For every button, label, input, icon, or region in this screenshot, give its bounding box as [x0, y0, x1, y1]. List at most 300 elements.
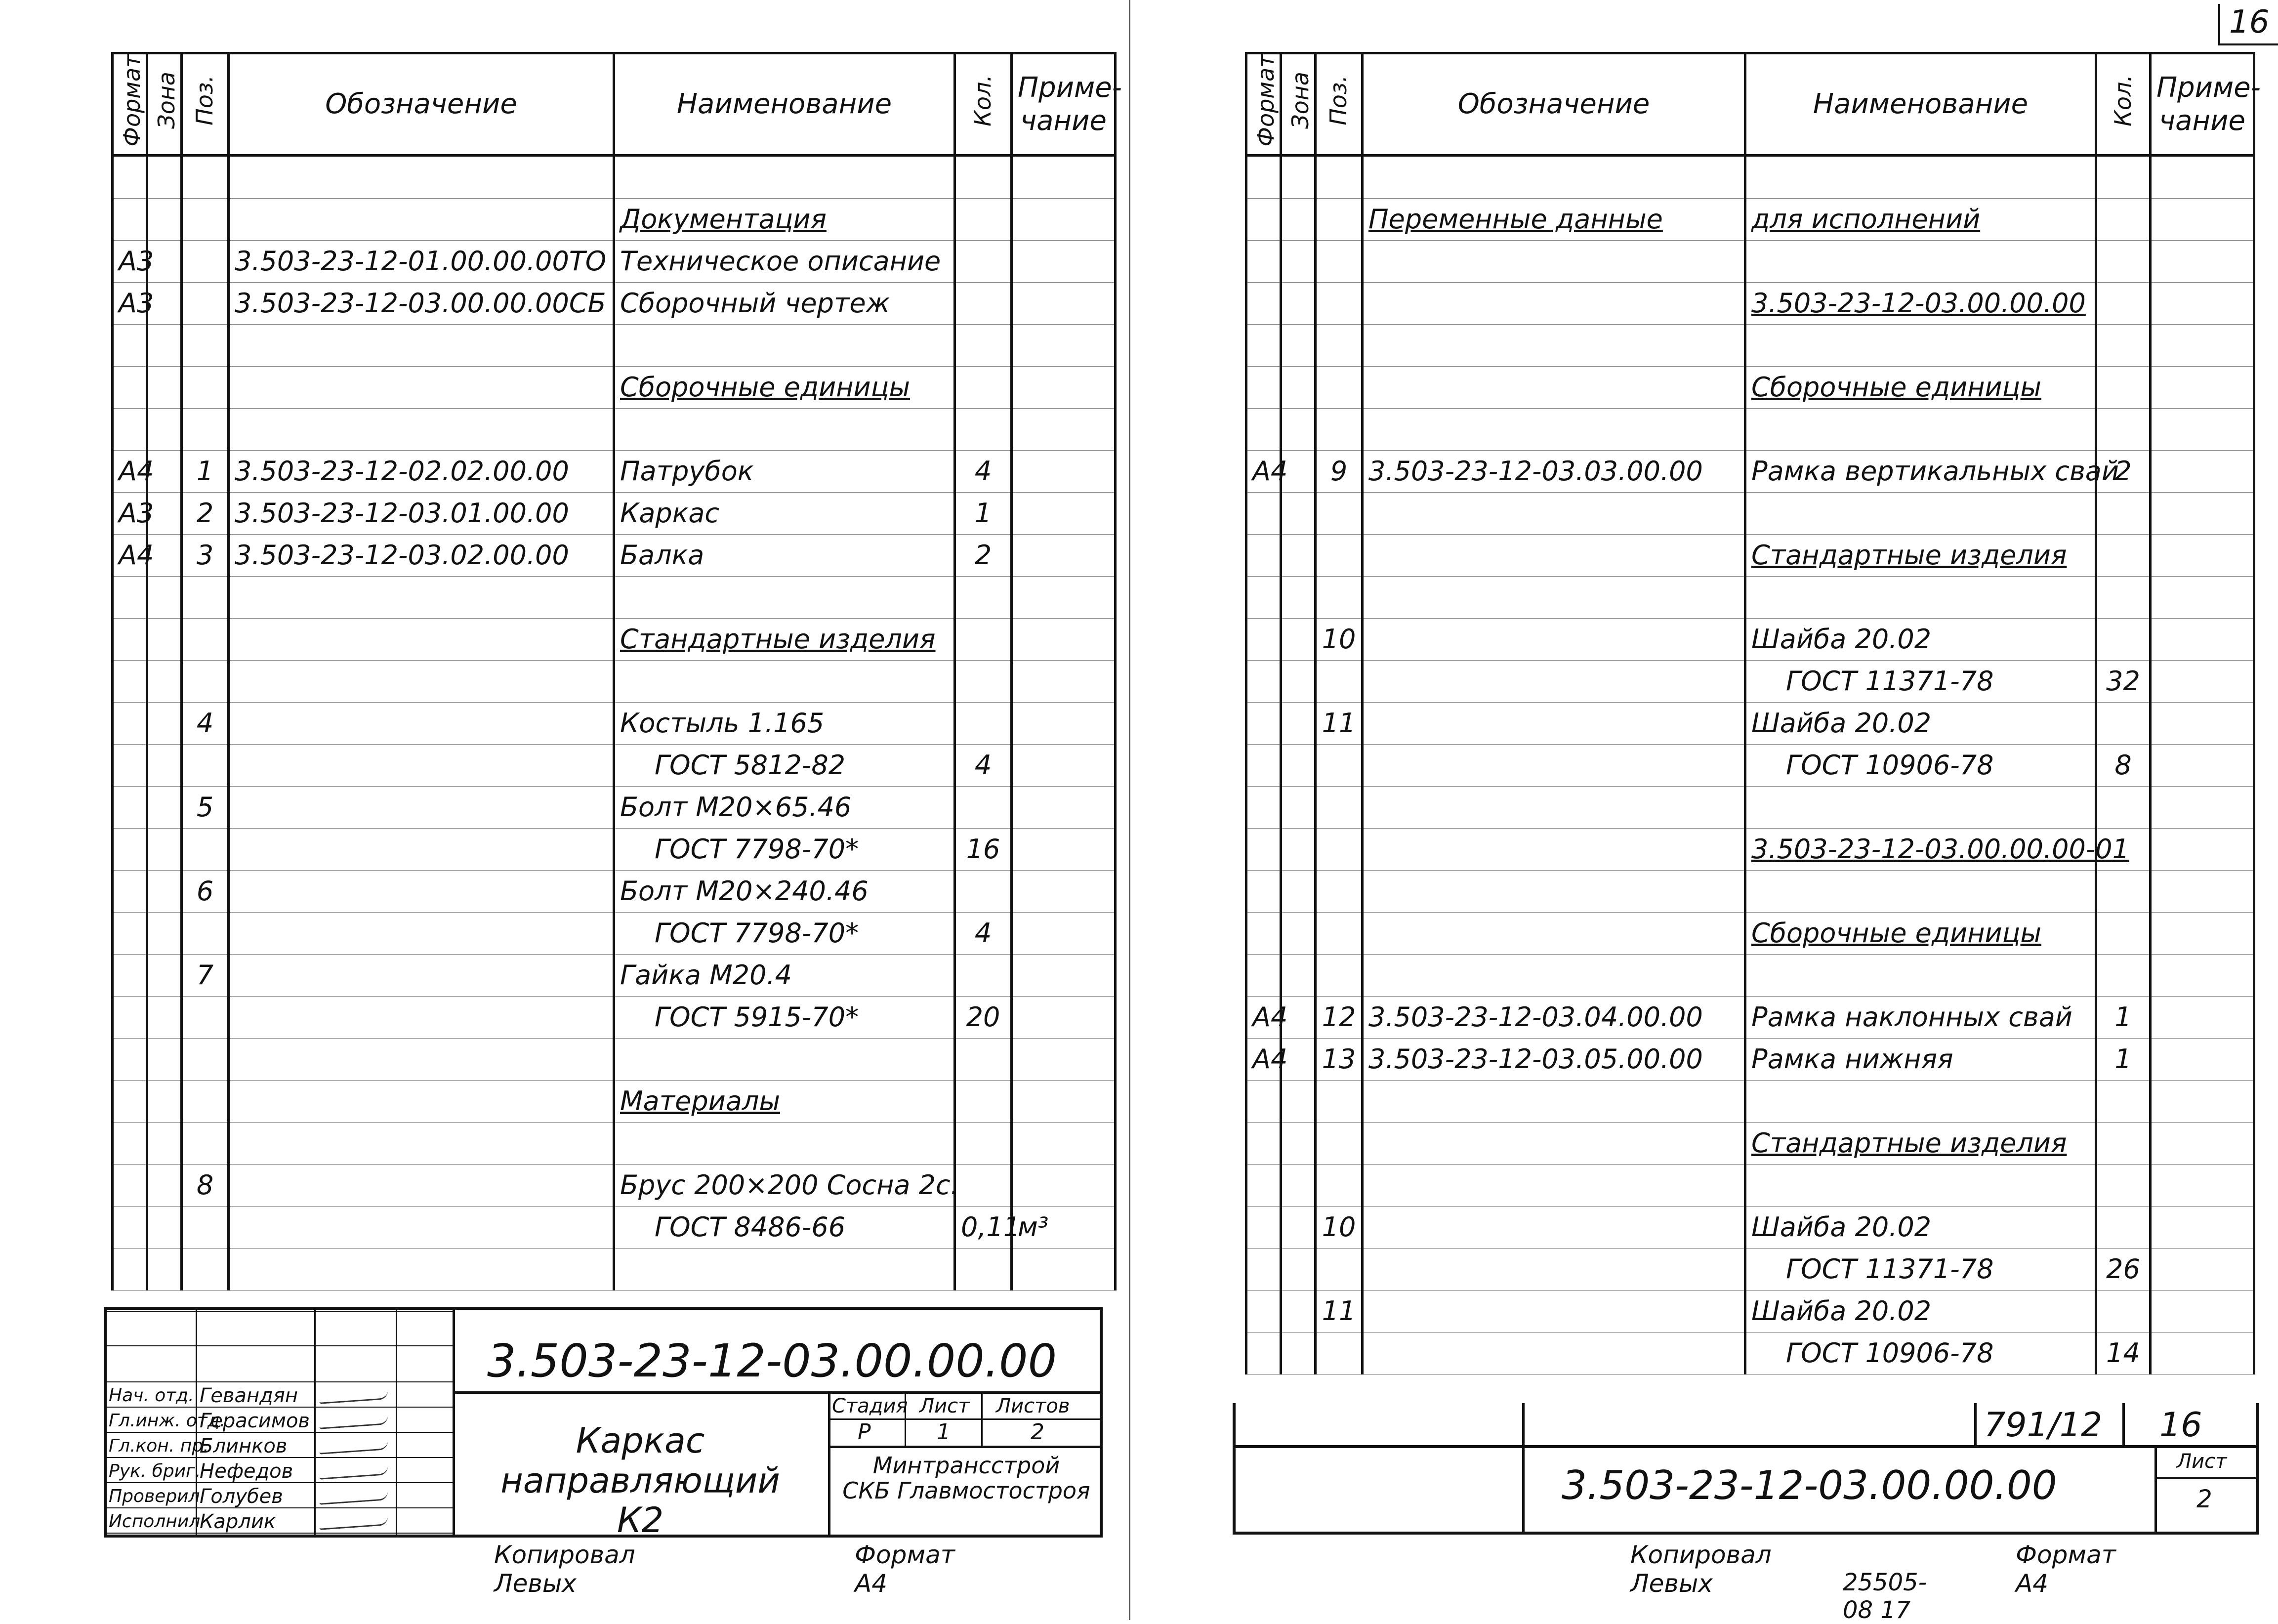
cell-name: [1745, 954, 2096, 996]
cell-name: [1745, 786, 2096, 828]
cell-name: Болт М20×240.46: [614, 870, 955, 912]
cell-note: [2151, 1290, 2254, 1332]
table-row: [1246, 786, 2254, 828]
left-title-name: [453, 1421, 828, 1541]
cell-format: [1246, 576, 1281, 618]
cell-pos: [1316, 954, 1363, 996]
cell-format: [1246, 408, 1281, 450]
cell-designation: [1363, 954, 1745, 996]
cell-qty: [2096, 155, 2151, 198]
cell-note: [2151, 1248, 2254, 1290]
cell-format: А4: [113, 450, 147, 492]
cell-format: [1246, 744, 1281, 786]
cell-note: м³: [1012, 1206, 1116, 1248]
cell-format: [1246, 282, 1281, 324]
cell-name: [1745, 1080, 2096, 1122]
cell-qty: [2096, 954, 2151, 996]
cell-name: Шайба 20.02: [1745, 1206, 2096, 1248]
right-copied-by: Копировал Левых: [1630, 1541, 1772, 1598]
cell-designation: [229, 912, 614, 954]
cell-qty: [955, 786, 1012, 828]
cell-pos: 7: [182, 954, 229, 996]
sheets-value: 2: [1031, 1419, 1044, 1445]
cell-note: [2151, 786, 2254, 828]
header-name: Наименование: [614, 53, 955, 156]
cell-zone: [1281, 1206, 1316, 1248]
right-sheet-label: Лист: [2177, 1450, 2227, 1473]
cell-designation: [1363, 155, 1745, 198]
table-row: [113, 1080, 1116, 1122]
cell-name: ГОСТ 7798-70*: [614, 912, 955, 954]
cell-zone: [1281, 744, 1316, 786]
cell-pos: [1316, 324, 1363, 366]
cell-format: [1246, 1290, 1281, 1332]
header-qty: Кол.: [955, 53, 1012, 156]
cell-zone: [1281, 198, 1316, 240]
table-row: [1246, 576, 2254, 618]
cell-qty: [955, 954, 1012, 996]
cell-qty: [2096, 366, 2151, 408]
person-name: Нефедов: [200, 1460, 293, 1483]
cell-zone: [1281, 1164, 1316, 1206]
table-row: [1246, 324, 2254, 366]
cell-zone: [1281, 828, 1316, 870]
table-row: [113, 618, 1116, 660]
role-label: Исполнил: [109, 1511, 201, 1532]
cell-name: Сборочный чертеж: [614, 282, 955, 324]
cell-pos: [1316, 408, 1363, 450]
cell-pos: [182, 996, 229, 1038]
table-row: [1246, 155, 2254, 198]
cell-format: [1246, 870, 1281, 912]
cell-zone: [1281, 1248, 1316, 1290]
cell-name: Сборочные единицы: [614, 366, 955, 408]
cell-designation: [229, 408, 614, 450]
table-row: [1246, 450, 2254, 492]
cell-designation: [229, 324, 614, 366]
cell-designation: [1363, 828, 1745, 870]
cell-pos: [1316, 786, 1363, 828]
cell-note: [2151, 870, 2254, 912]
table-row: [1246, 240, 2254, 282]
table-row: [113, 828, 1116, 870]
table-row: [113, 912, 1116, 954]
cell-qty: [2096, 1080, 2151, 1122]
cell-note: [2151, 324, 2254, 366]
cell-designation: 3.503-23-12-01.00.00.00ТО: [229, 240, 614, 282]
cell-name: ГОСТ 10906-78: [1745, 744, 2096, 786]
table-row: [113, 450, 1116, 492]
cell-designation: [1363, 618, 1745, 660]
cell-format: [1246, 1332, 1281, 1374]
cell-qty: [2096, 282, 2151, 324]
cell-zone: [147, 828, 182, 870]
cell-qty: [2096, 492, 2151, 534]
cell-format: [1246, 828, 1281, 870]
cell-pos: [182, 408, 229, 450]
cell-note: [2151, 366, 2254, 408]
cell-qty: [955, 660, 1012, 702]
cell-pos: [1316, 912, 1363, 954]
cell-note: [2151, 660, 2254, 702]
cell-note: [2151, 492, 2254, 534]
cell-note: [1012, 408, 1116, 450]
cell-format: [1246, 198, 1281, 240]
cell-name: [1745, 492, 2096, 534]
table-row: [1246, 1248, 2254, 1290]
cell-name: ГОСТ 5915-70*: [614, 996, 955, 1038]
cell-designation: [229, 1206, 614, 1248]
cell-pos: 10: [1316, 618, 1363, 660]
cell-qty: 8: [2096, 744, 2151, 786]
cell-designation: [229, 1122, 614, 1164]
cell-format: А3: [113, 240, 147, 282]
cell-format: [1246, 702, 1281, 744]
cell-pos: [1316, 828, 1363, 870]
cell-name: ГОСТ 10906-78: [1745, 1332, 2096, 1374]
table-row: [1246, 1038, 2254, 1080]
cell-qty: [955, 1164, 1012, 1206]
cell-note: [1012, 240, 1116, 282]
cell-note: [2151, 996, 2254, 1038]
cell-format: [1246, 324, 1281, 366]
cell-name: [1745, 240, 2096, 282]
cell-note: [2151, 450, 2254, 492]
table-row: [113, 1248, 1116, 1290]
cell-format: [1246, 618, 1281, 660]
table-row: [1246, 534, 2254, 576]
cell-note: [2151, 1206, 2254, 1248]
cell-qty: [955, 1122, 1012, 1164]
stage-label: Стадия: [832, 1395, 908, 1417]
header-format: Формат: [113, 53, 147, 156]
table-row: [113, 240, 1116, 282]
cell-name: Рамка вертикальных свай: [1745, 450, 2096, 492]
cell-note: [1012, 1080, 1116, 1122]
cell-pos: [182, 744, 229, 786]
cell-format: [113, 366, 147, 408]
person-name: Голубев: [200, 1485, 283, 1508]
cell-name: Сборочные единицы: [1745, 912, 2096, 954]
cell-pos: 11: [1316, 1290, 1363, 1332]
cell-pos: [1316, 492, 1363, 534]
left-format: Формат А4: [855, 1541, 955, 1598]
cell-zone: [147, 744, 182, 786]
cell-pos: [1316, 240, 1363, 282]
cell-pos: [1316, 534, 1363, 576]
cell-pos: [182, 366, 229, 408]
table-row: [1246, 996, 2254, 1038]
table-row: [113, 1206, 1116, 1248]
cell-designation: [1363, 870, 1745, 912]
table-row: [113, 408, 1116, 450]
cell-designation: [1363, 534, 1745, 576]
cell-designation: [1363, 1290, 1745, 1332]
corner-page-number: 16: [2218, 4, 2278, 45]
cell-zone: [147, 576, 182, 618]
cell-note: [2151, 954, 2254, 996]
cell-designation: 3.503-23-12-03.00.00.00СБ: [229, 282, 614, 324]
cell-designation: 3.503-23-12-03.01.00.00: [229, 492, 614, 534]
cell-qty: 4: [955, 912, 1012, 954]
cell-format: А4: [1246, 450, 1281, 492]
cell-designation: [229, 702, 614, 744]
cell-zone: [1281, 702, 1316, 744]
cell-pos: [1316, 1164, 1363, 1206]
cell-name: 3.503-23-12-03.00.00.00: [1745, 282, 2096, 324]
cell-qty: [2096, 1122, 2151, 1164]
cell-note: [1012, 324, 1116, 366]
cell-zone: [1281, 492, 1316, 534]
cell-qty: [955, 1248, 1012, 1290]
right-title-block: [1233, 1403, 2259, 1535]
cell-qty: [2096, 870, 2151, 912]
cell-qty: 16: [955, 828, 1012, 870]
right-title-code: 3.503-23-12-03.00.00.00: [1562, 1462, 2057, 1508]
cell-zone: [147, 786, 182, 828]
cell-pos: [182, 618, 229, 660]
cell-pos: [1316, 1080, 1363, 1122]
cell-format: [113, 1080, 147, 1122]
cell-pos: 10: [1316, 1206, 1363, 1248]
table-row: [113, 534, 1116, 576]
cell-format: [113, 660, 147, 702]
cell-pos: 5: [182, 786, 229, 828]
cell-name: Шайба 20.02: [1745, 702, 2096, 744]
cell-format: [113, 1038, 147, 1080]
org-block: [833, 1453, 1100, 1503]
cell-pos: [182, 324, 229, 366]
table-row: [1246, 870, 2254, 912]
cell-format: [113, 576, 147, 618]
cell-qty: [2096, 240, 2151, 282]
cell-zone: [1281, 1332, 1316, 1374]
cell-format: [113, 786, 147, 828]
cell-note: [1012, 1248, 1116, 1290]
table-row: [1246, 702, 2254, 744]
cell-pos: [1316, 155, 1363, 198]
cell-zone: [147, 1080, 182, 1122]
cell-note: [1012, 198, 1116, 240]
cell-zone: [1281, 1080, 1316, 1122]
cell-designation: [1363, 1248, 1745, 1290]
cell-name: Рамка нижняя: [1745, 1038, 2096, 1080]
person-name: Блинков: [200, 1435, 288, 1457]
table-row: [1246, 1206, 2254, 1248]
cell-note: [1012, 954, 1116, 996]
cell-designation: [1363, 1332, 1745, 1374]
cell-pos: 12: [1316, 996, 1363, 1038]
cell-format: [113, 155, 147, 198]
cell-note: [1012, 155, 1116, 198]
cell-designation: [229, 155, 614, 198]
cell-designation: [1363, 660, 1745, 702]
archive-number: 25505-08 17: [1843, 1569, 1927, 1624]
table-row: [1246, 618, 2254, 660]
cell-qty: [955, 155, 1012, 198]
table-row: [1246, 198, 2254, 240]
cell-format: [113, 198, 147, 240]
table-row: [113, 282, 1116, 324]
cell-name: Костыль 1.165: [614, 702, 955, 744]
cell-note: [1012, 366, 1116, 408]
cell-zone: [1281, 366, 1316, 408]
signature-scribble: [319, 1390, 389, 1404]
cell-qty: [955, 366, 1012, 408]
cell-qty: [955, 198, 1012, 240]
cell-designation: [229, 870, 614, 912]
cell-note: [1012, 1122, 1116, 1164]
cell-qty: [955, 618, 1012, 660]
page-fold-line: [1129, 0, 1130, 1620]
cell-pos: [1316, 1332, 1363, 1374]
cell-format: [1246, 1248, 1281, 1290]
cell-name: Стандартные изделия: [1745, 534, 2096, 576]
cell-name: Стандартные изделия: [1745, 1122, 2096, 1164]
cell-designation: [1363, 1080, 1745, 1122]
cell-format: [1246, 660, 1281, 702]
cell-name: Техническое описание: [614, 240, 955, 282]
cell-designation: 3.503-23-12-03.02.00.00: [229, 534, 614, 576]
cell-note: [2151, 240, 2254, 282]
cell-pos: [1316, 1122, 1363, 1164]
cell-format: А4: [1246, 996, 1281, 1038]
cell-qty: [2096, 534, 2151, 576]
cell-zone: [147, 1248, 182, 1290]
cell-format: [113, 324, 147, 366]
cell-note: [2151, 1332, 2254, 1374]
cell-qty: 4: [955, 744, 1012, 786]
cell-pos: [182, 1122, 229, 1164]
cell-zone: [1281, 618, 1316, 660]
cell-format: [1246, 1164, 1281, 1206]
role-label: Нач. отд.: [109, 1385, 194, 1406]
cell-pos: [1316, 1248, 1363, 1290]
cell-name: [614, 324, 955, 366]
cell-note: [1012, 828, 1116, 870]
cell-note: [2151, 744, 2254, 786]
cell-note: [2151, 576, 2254, 618]
cell-zone: [147, 1122, 182, 1164]
cell-qty: [955, 576, 1012, 618]
cell-qty: 0,11: [955, 1206, 1012, 1248]
cell-name: ГОСТ 11371-78: [1745, 1248, 2096, 1290]
header-note: Приме- чание: [1012, 53, 1116, 156]
cell-name: [614, 155, 955, 198]
cell-format: [113, 1248, 147, 1290]
cell-qty: [955, 240, 1012, 282]
cell-designation: [1363, 1122, 1745, 1164]
cell-zone: [1281, 534, 1316, 576]
cell-format: [113, 1164, 147, 1206]
header-designation: Обозначение: [1363, 53, 1745, 156]
cell-pos: [182, 576, 229, 618]
table-row: [113, 155, 1116, 198]
cell-pos: [182, 198, 229, 240]
table-row: [113, 870, 1116, 912]
cell-format: А3: [113, 492, 147, 534]
person-name: Карлик: [200, 1510, 276, 1533]
right-sheet-value: 2: [2196, 1485, 2212, 1513]
left-title-block: [104, 1307, 1103, 1541]
table-row: [1246, 954, 2254, 996]
cell-designation: [229, 366, 614, 408]
cell-pos: 1: [182, 450, 229, 492]
cell-qty: [2096, 786, 2151, 828]
cell-zone: [147, 1038, 182, 1080]
cell-designation: [229, 996, 614, 1038]
header-format: Формат: [1246, 53, 1281, 156]
cell-name: ГОСТ 7798-70*: [614, 828, 955, 870]
cell-zone: [1281, 954, 1316, 996]
cell-name: для исполнений: [1745, 198, 2096, 240]
cell-designation: [1363, 702, 1745, 744]
cell-name: [614, 1248, 955, 1290]
cell-note: [2151, 828, 2254, 870]
cell-zone: [1281, 240, 1316, 282]
cell-format: [1246, 155, 1281, 198]
org-line2: СКБ Главмостостроя: [842, 1477, 1090, 1504]
cell-format: [113, 744, 147, 786]
table-row: [1246, 660, 2254, 702]
cell-qty: [2096, 324, 2151, 366]
cell-zone: [1281, 576, 1316, 618]
cell-designation: [229, 1080, 614, 1122]
cell-format: [113, 702, 147, 744]
cell-name: [614, 1038, 955, 1080]
cell-qty: [955, 870, 1012, 912]
cell-qty: [2096, 1290, 2151, 1332]
cell-pos: [182, 155, 229, 198]
table-row: [113, 492, 1116, 534]
cell-designation: [229, 576, 614, 618]
cell-pos: 9: [1316, 450, 1363, 492]
cell-qty: [2096, 408, 2151, 450]
cell-pos: 6: [182, 870, 229, 912]
cell-name: Документация: [614, 198, 955, 240]
cell-qty: 32: [2096, 660, 2151, 702]
cell-qty: [955, 408, 1012, 450]
cell-note: [1012, 618, 1116, 660]
cell-note: [2151, 912, 2254, 954]
cell-qty: 1: [2096, 1038, 2151, 1080]
cell-qty: [2096, 1206, 2151, 1248]
table-row: [113, 324, 1116, 366]
cell-zone: [1281, 324, 1316, 366]
cell-name: [614, 1122, 955, 1164]
cell-format: [113, 870, 147, 912]
cell-name: [1745, 870, 2096, 912]
table-row: [113, 786, 1116, 828]
cell-pos: [1316, 576, 1363, 618]
cell-pos: [1316, 282, 1363, 324]
sheet-label: Лист: [919, 1395, 970, 1417]
header-name: Наименование: [1745, 53, 2096, 156]
table-row: [113, 1038, 1116, 1080]
cell-pos: [1316, 366, 1363, 408]
cell-name: Сборочные единицы: [1745, 366, 2096, 408]
cell-format: [113, 1206, 147, 1248]
cell-pos: [1316, 870, 1363, 912]
role-label: Проверил: [109, 1486, 200, 1506]
cell-designation: [229, 660, 614, 702]
header-pos: Поз.: [1316, 53, 1363, 156]
cell-qty: [955, 1038, 1012, 1080]
cell-format: [1246, 912, 1281, 954]
cell-zone: [147, 702, 182, 744]
cell-designation: 3.503-23-12-03.04.00.00: [1363, 996, 1745, 1038]
cell-designation: [229, 954, 614, 996]
